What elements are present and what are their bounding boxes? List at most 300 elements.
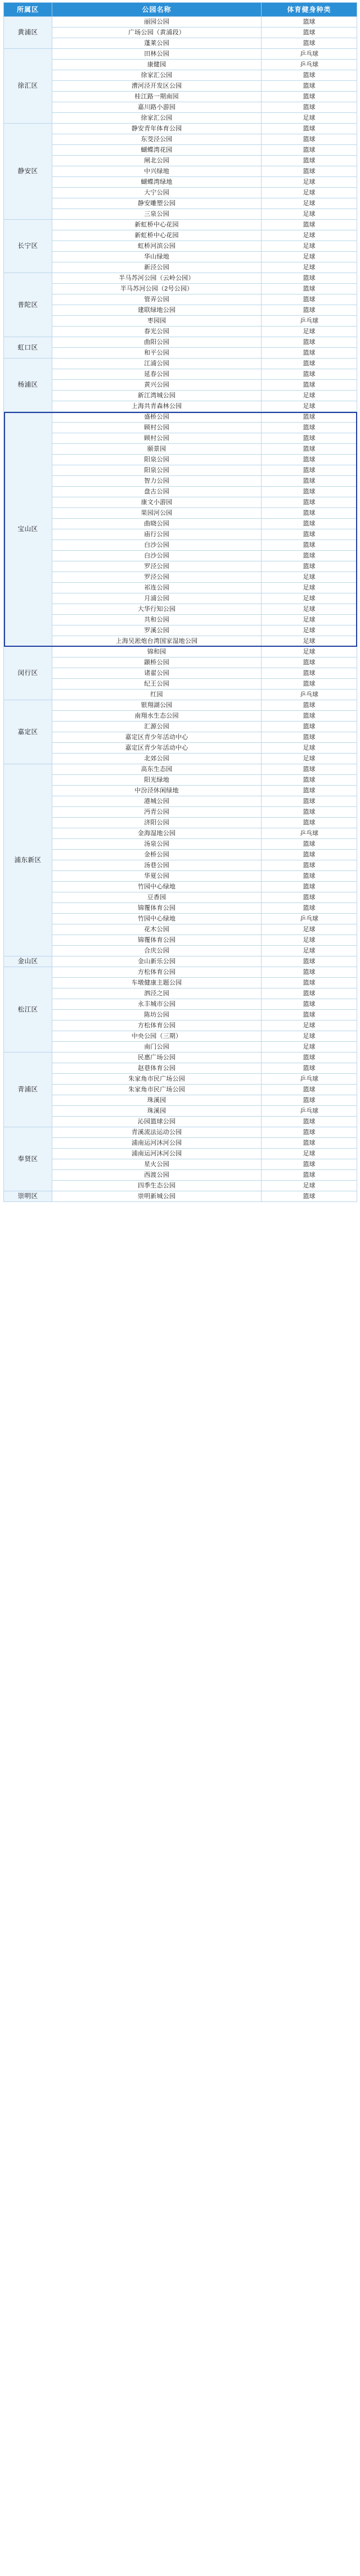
table-row xyxy=(4,828,357,839)
sport-type-cell: 篮球 xyxy=(262,294,357,305)
table-row xyxy=(4,241,357,252)
park-name-cell: 华夏公园 xyxy=(52,871,262,882)
sport-type-cell: 足球 xyxy=(262,1149,357,1159)
table-row xyxy=(4,647,357,657)
park-name-cell: 管弄公园 xyxy=(52,294,262,305)
table-row xyxy=(4,70,357,81)
sport-type-cell: 篮球 xyxy=(262,1138,357,1149)
table-row xyxy=(4,796,357,807)
sport-type-cell: 篮球 xyxy=(262,871,357,882)
sport-type-cell: 足球 xyxy=(262,209,357,220)
district-cell: 静安区 xyxy=(4,124,52,220)
table-row xyxy=(4,60,357,70)
table-row xyxy=(4,988,357,999)
park-name-cell: 白沙公园 xyxy=(52,551,262,561)
sport-type-cell: 篮球 xyxy=(262,775,357,786)
park-name-cell: 赵巷体育公园 xyxy=(52,1063,262,1074)
table-row xyxy=(4,465,357,476)
sport-type-cell: 篮球 xyxy=(262,369,357,380)
table-row xyxy=(4,102,357,113)
table-row xyxy=(4,775,357,786)
sport-type-cell: 篮球 xyxy=(262,444,357,455)
sport-type-cell: 篮球 xyxy=(262,657,357,668)
park-name-cell: 静安雕塑公园 xyxy=(52,198,262,209)
park-name-cell: 锦和园 xyxy=(52,647,262,657)
sport-type-cell: 足球 xyxy=(262,326,357,337)
sport-type-cell: 篮球 xyxy=(262,134,357,145)
table-body xyxy=(4,17,357,1202)
district-cell: 浦东新区 xyxy=(4,764,52,956)
park-name-cell: 朱家角市民广场公园 xyxy=(52,1074,262,1085)
park-name-cell: 陈坊公园 xyxy=(52,1010,262,1021)
park-name-cell: 红园 xyxy=(52,690,262,700)
park-name-cell: 汤泉公园 xyxy=(52,839,262,850)
sport-type-cell: 足球 xyxy=(262,572,357,583)
sport-type-cell: 篮球 xyxy=(262,359,357,369)
sport-type-cell: 篮球 xyxy=(262,305,357,316)
sport-type-cell: 篮球 xyxy=(262,28,357,38)
sport-type-cell: 篮球 xyxy=(262,764,357,775)
sport-type-cell: 足球 xyxy=(262,935,357,946)
sport-type-cell: 篮球 xyxy=(262,807,357,818)
table-row xyxy=(4,1127,357,1138)
table-row xyxy=(4,230,357,241)
park-name-cell: 康文小游园 xyxy=(52,497,262,508)
sport-type-cell: 足球 xyxy=(262,188,357,198)
park-name-cell: 豆香园 xyxy=(52,892,262,903)
sport-type-cell: 篮球 xyxy=(262,156,357,166)
park-name-cell: 大华行知公园 xyxy=(52,604,262,615)
table-row xyxy=(4,326,357,337)
park-name-cell: 泗泾之园 xyxy=(52,988,262,999)
sport-type-cell: 篮球 xyxy=(262,882,357,892)
park-name-cell: 枣园园 xyxy=(52,316,262,326)
table-row xyxy=(4,754,357,764)
park-name-cell: 济阳公园 xyxy=(52,818,262,828)
table-row xyxy=(4,850,357,860)
sport-type-cell: 篮球 xyxy=(262,722,357,732)
sport-type-cell: 篮球 xyxy=(262,850,357,860)
park-name-cell: 虹桥河滨公园 xyxy=(52,241,262,252)
sport-type-cell: 篮球 xyxy=(262,38,357,49)
table-row xyxy=(4,391,357,401)
park-name-cell: 颛桥公园 xyxy=(52,657,262,668)
sport-type-cell: 篮球 xyxy=(262,956,357,967)
park-name-cell: 罗泾公园 xyxy=(52,561,262,572)
table-header xyxy=(4,3,357,17)
park-name-cell: 上海吴淞炮台湾国家湿地公园 xyxy=(52,636,262,647)
park-name-cell: 诸翟公园 xyxy=(52,668,262,679)
park-name-cell: 方松体育公园 xyxy=(52,1021,262,1031)
sport-type-cell: 篮球 xyxy=(262,81,357,92)
sport-type-cell: 乒乓球 xyxy=(262,914,357,924)
table-row xyxy=(4,316,357,326)
sport-type-cell: 足球 xyxy=(262,1021,357,1031)
park-name-cell: 曲晓公园 xyxy=(52,519,262,529)
park-name-cell: 港城公园 xyxy=(52,796,262,807)
table-row xyxy=(4,17,357,28)
table-row xyxy=(4,156,357,166)
park-name-cell: 建联绿地公园 xyxy=(52,305,262,316)
sport-type-cell: 篮球 xyxy=(262,999,357,1010)
park-name-cell: 共和公园 xyxy=(52,615,262,625)
table-row xyxy=(4,412,357,423)
column-header-park-name: 公园名称 xyxy=(52,3,262,17)
sport-type-cell: 篮球 xyxy=(262,540,357,551)
park-name-cell: 蝴蝶湾花园 xyxy=(52,145,262,156)
park-name-cell: 和平公园 xyxy=(52,348,262,359)
district-cell: 松江区 xyxy=(4,967,52,1053)
park-name-cell: 南翔水生态公园 xyxy=(52,711,262,722)
sport-type-cell: 足球 xyxy=(262,198,357,209)
park-name-cell: 顾村公园 xyxy=(52,433,262,444)
table-row xyxy=(4,1031,357,1042)
district-cell: 宝山区 xyxy=(4,412,52,647)
sport-type-cell: 篮球 xyxy=(262,1010,357,1021)
sport-type-cell: 足球 xyxy=(262,241,357,252)
park-name-cell: 方松体育公园 xyxy=(52,967,262,978)
sport-type-cell: 乒乓球 xyxy=(262,49,357,60)
sport-type-cell: 足球 xyxy=(262,583,357,593)
park-name-cell: 高东生态园 xyxy=(52,764,262,775)
district-cell: 徐汇区 xyxy=(4,49,52,124)
sport-type-cell: 篮球 xyxy=(262,380,357,391)
district-cell: 普陀区 xyxy=(4,273,52,337)
park-name-cell: 罗泾公园 xyxy=(52,572,262,583)
park-name-cell: 延春公园 xyxy=(52,369,262,380)
sport-type-cell: 篮球 xyxy=(262,497,357,508)
park-name-cell: 嘉定区青少年活动中心 xyxy=(52,743,262,754)
park-name-cell: 花木公园 xyxy=(52,924,262,935)
table-row xyxy=(4,561,357,572)
table-row xyxy=(4,1053,357,1063)
table-row xyxy=(4,28,357,38)
table-row xyxy=(4,839,357,850)
sport-type-cell: 篮球 xyxy=(262,273,357,284)
park-name-cell: 盛桥公园 xyxy=(52,412,262,423)
table-row xyxy=(4,978,357,988)
table-row xyxy=(4,700,357,711)
sport-type-cell: 足球 xyxy=(262,615,357,625)
park-name-cell: 锦覆体育公园 xyxy=(52,935,262,946)
table-row xyxy=(4,380,357,391)
sport-type-cell: 篮球 xyxy=(262,433,357,444)
table-row xyxy=(4,882,357,892)
sport-type-cell: 篮球 xyxy=(262,903,357,914)
table-row xyxy=(4,1170,357,1181)
sport-type-cell: 篮球 xyxy=(262,796,357,807)
district-cell: 青浦区 xyxy=(4,1053,52,1127)
sport-type-cell: 篮球 xyxy=(262,892,357,903)
table-row xyxy=(4,551,357,561)
table-row xyxy=(4,657,357,668)
district-cell: 金山区 xyxy=(4,956,52,967)
sport-type-cell: 乒乓球 xyxy=(262,690,357,700)
sport-type-cell: 乒乓球 xyxy=(262,828,357,839)
park-name-cell: 田林公园 xyxy=(52,49,262,60)
park-name-cell: 永丰城市公园 xyxy=(52,999,262,1010)
park-name-cell: 金海湿地公园 xyxy=(52,828,262,839)
park-name-cell: 中兴绿地 xyxy=(52,166,262,177)
park-name-cell: 蝴蝶湾绿地 xyxy=(52,177,262,188)
table-row xyxy=(4,1159,357,1170)
table-row xyxy=(4,903,357,914)
sport-type-cell: 篮球 xyxy=(262,1085,357,1095)
park-name-cell: 浦南运河沐河公园 xyxy=(52,1149,262,1159)
table-row xyxy=(4,305,357,316)
park-name-cell: 盘古公园 xyxy=(52,487,262,497)
park-name-cell: 阳泉公园 xyxy=(52,465,262,476)
table-row xyxy=(4,273,357,284)
park-name-cell: 月浦公园 xyxy=(52,593,262,604)
table-row xyxy=(4,1095,357,1106)
park-name-cell: 嘉定区青少年活动中心 xyxy=(52,732,262,743)
district-cell: 虹口区 xyxy=(4,337,52,359)
park-name-cell: 上海共青森林公园 xyxy=(52,401,262,412)
sport-type-cell: 篮球 xyxy=(262,561,357,572)
park-name-cell: 半马苏河公园（云岭公园） xyxy=(52,273,262,284)
district-cell: 嘉定区 xyxy=(4,700,52,764)
park-name-cell: 崇明新城公园 xyxy=(52,1191,262,1202)
park-name-cell: 白沙公园 xyxy=(52,540,262,551)
park-name-cell: 罗溪公园 xyxy=(52,625,262,636)
sport-type-cell: 篮球 xyxy=(262,978,357,988)
table-row xyxy=(4,455,357,465)
sport-type-cell: 篮球 xyxy=(262,145,357,156)
sport-type-cell: 篮球 xyxy=(262,967,357,978)
sport-type-cell: 篮球 xyxy=(262,1159,357,1170)
sport-type-cell: 篮球 xyxy=(262,1117,357,1127)
sport-type-cell: 足球 xyxy=(262,391,357,401)
table-row xyxy=(4,1149,357,1159)
table-row xyxy=(4,679,357,690)
sport-type-cell: 篮球 xyxy=(262,551,357,561)
table-row xyxy=(4,572,357,583)
table-header-row xyxy=(4,3,357,17)
table-row xyxy=(4,807,357,818)
park-name-cell: 祁连公园 xyxy=(52,583,262,593)
park-name-cell: 徐家汇公园 xyxy=(52,70,262,81)
sport-type-cell: 篮球 xyxy=(262,337,357,348)
sport-type-cell: 篮球 xyxy=(262,1063,357,1074)
sport-type-cell: 篮球 xyxy=(262,1095,357,1106)
table-row xyxy=(4,1042,357,1053)
park-name-cell: 嘉川路小游园 xyxy=(52,102,262,113)
park-name-cell: 珠溪园 xyxy=(52,1095,262,1106)
table-row xyxy=(4,519,357,529)
table-row xyxy=(4,487,357,497)
park-name-cell: 徐家汇公园 xyxy=(52,113,262,124)
sport-type-cell: 足球 xyxy=(262,1181,357,1191)
table-row xyxy=(4,294,357,305)
park-name-cell: 中央公园（三期） xyxy=(52,1031,262,1042)
park-name-cell: 丽园公园 xyxy=(52,17,262,28)
sport-type-cell: 篮球 xyxy=(262,92,357,102)
sport-type-cell: 篮球 xyxy=(262,124,357,134)
park-name-cell: 阳光绿地 xyxy=(52,775,262,786)
table-row xyxy=(4,529,357,540)
table-row xyxy=(4,914,357,924)
table-row xyxy=(4,743,357,754)
table-row xyxy=(4,615,357,625)
table-row xyxy=(4,593,357,604)
table-row xyxy=(4,711,357,722)
table-row xyxy=(4,636,357,647)
park-name-cell: 中汾泾休闲绿地 xyxy=(52,786,262,796)
park-sports-table xyxy=(3,2,357,1202)
sport-type-cell: 足球 xyxy=(262,636,357,647)
sport-type-cell: 足球 xyxy=(262,625,357,636)
sport-type-cell: 篮球 xyxy=(262,988,357,999)
sport-type-cell: 足球 xyxy=(262,754,357,764)
table-row xyxy=(4,946,357,956)
park-name-cell: 星火公园 xyxy=(52,1159,262,1170)
sport-type-cell: 足球 xyxy=(262,946,357,956)
table-row xyxy=(4,924,357,935)
district-cell: 崇明区 xyxy=(4,1191,52,1202)
table-row xyxy=(4,1010,357,1021)
park-name-cell: 竹园中心绿地 xyxy=(52,914,262,924)
district-cell: 奉贤区 xyxy=(4,1127,52,1191)
table-row xyxy=(4,113,357,124)
table-row xyxy=(4,540,357,551)
park-name-cell: 竹园中心绿地 xyxy=(52,882,262,892)
park-name-cell: 沁园篮球公园 xyxy=(52,1117,262,1127)
sport-type-cell: 篮球 xyxy=(262,508,357,519)
table-row xyxy=(4,583,357,593)
sport-type-cell: 乒乓球 xyxy=(262,1106,357,1117)
sport-type-cell: 足球 xyxy=(262,743,357,754)
park-name-cell: 康健园 xyxy=(52,60,262,70)
park-name-cell: 珠溪园 xyxy=(52,1106,262,1117)
sport-type-cell: 篮球 xyxy=(262,166,357,177)
park-name-cell: 华山绿地 xyxy=(52,252,262,262)
park-name-cell: 车墩健康主题公园 xyxy=(52,978,262,988)
park-sports-table-container xyxy=(0,0,360,1205)
sport-type-cell: 篮球 xyxy=(262,1191,357,1202)
park-name-cell: 三泉公园 xyxy=(52,209,262,220)
table-row xyxy=(4,860,357,871)
sport-type-cell: 篮球 xyxy=(262,700,357,711)
table-row xyxy=(4,284,357,294)
table-row xyxy=(4,935,357,946)
table-row xyxy=(4,967,357,978)
sport-type-cell: 足球 xyxy=(262,177,357,188)
sport-type-cell: 足球 xyxy=(262,1031,357,1042)
park-name-cell: 纪王公园 xyxy=(52,679,262,690)
park-name-cell: 汤巷公园 xyxy=(52,860,262,871)
park-name-cell: 锦覆体育公园 xyxy=(52,903,262,914)
sport-type-cell: 篮球 xyxy=(262,732,357,743)
park-name-cell: 民惠广场公园 xyxy=(52,1053,262,1063)
sport-type-cell: 篮球 xyxy=(262,487,357,497)
sport-type-cell: 篮球 xyxy=(262,412,357,423)
park-name-cell: 桂江路一期南园 xyxy=(52,92,262,102)
park-name-cell: 庙行公园 xyxy=(52,529,262,540)
sport-type-cell: 篮球 xyxy=(262,818,357,828)
sport-type-cell: 篮球 xyxy=(262,860,357,871)
park-name-cell: 半马苏河公园（2号公园） xyxy=(52,284,262,294)
table-row xyxy=(4,209,357,220)
table-row xyxy=(4,423,357,433)
table-row xyxy=(4,1117,357,1127)
sport-type-cell: 足球 xyxy=(262,647,357,657)
sport-type-cell: 篮球 xyxy=(262,455,357,465)
district-cell: 长宁区 xyxy=(4,220,52,273)
table-row xyxy=(4,508,357,519)
table-row xyxy=(4,433,357,444)
sport-type-cell: 乒乓球 xyxy=(262,316,357,326)
park-name-cell: 浦南运河沐河公园 xyxy=(52,1138,262,1149)
sport-type-cell: 篮球 xyxy=(262,220,357,230)
park-name-cell: 静安青年体育公园 xyxy=(52,124,262,134)
sport-type-cell: 篮球 xyxy=(262,70,357,81)
park-name-cell: 黄兴公园 xyxy=(52,380,262,391)
sport-type-cell: 篮球 xyxy=(262,1053,357,1063)
park-name-cell: 智力公园 xyxy=(52,476,262,487)
table-row xyxy=(4,262,357,273)
table-row xyxy=(4,166,357,177)
sport-type-cell: 篮球 xyxy=(262,711,357,722)
sport-type-cell: 足球 xyxy=(262,1042,357,1053)
table-row xyxy=(4,92,357,102)
table-row xyxy=(4,668,357,679)
park-name-cell: 朱家角市民广场公园 xyxy=(52,1085,262,1095)
sport-type-cell: 足球 xyxy=(262,262,357,273)
park-name-cell: 南门公园 xyxy=(52,1042,262,1053)
park-name-cell: 金山新乐公园 xyxy=(52,956,262,967)
table-row xyxy=(4,1138,357,1149)
park-name-cell: 广场公园（黄浦段） xyxy=(52,28,262,38)
park-name-cell: 颐景园 xyxy=(52,444,262,455)
park-name-cell: 沔青公园 xyxy=(52,807,262,818)
park-name-cell: 蓬莱公园 xyxy=(52,38,262,49)
district-cell: 杨浦区 xyxy=(4,359,52,412)
park-name-cell: 新虹桥中心花园 xyxy=(52,220,262,230)
sport-type-cell: 篮球 xyxy=(262,1127,357,1138)
table-row xyxy=(4,764,357,775)
table-row xyxy=(4,444,357,455)
table-row xyxy=(4,732,357,743)
column-header-sport-type: 体育健身种类 xyxy=(262,3,357,17)
sport-type-cell: 足球 xyxy=(262,604,357,615)
park-name-cell: 江浦公园 xyxy=(52,359,262,369)
sport-type-cell: 篮球 xyxy=(262,529,357,540)
sport-type-cell: 篮球 xyxy=(262,465,357,476)
park-name-cell: 阳泉公园 xyxy=(52,455,262,465)
table-row xyxy=(4,604,357,615)
park-name-cell: 银翔湖公园 xyxy=(52,700,262,711)
park-name-cell: 东茭泾公园 xyxy=(52,134,262,145)
sport-type-cell: 足球 xyxy=(262,113,357,124)
table-row xyxy=(4,1106,357,1117)
sport-type-cell: 足球 xyxy=(262,252,357,262)
table-row xyxy=(4,892,357,903)
sport-type-cell: 乒乓球 xyxy=(262,60,357,70)
table-row xyxy=(4,1074,357,1085)
table-row xyxy=(4,999,357,1010)
sport-type-cell: 篮球 xyxy=(262,519,357,529)
sport-type-cell: 足球 xyxy=(262,230,357,241)
park-name-cell: 合庆公园 xyxy=(52,946,262,956)
sport-type-cell: 篮球 xyxy=(262,839,357,850)
sport-type-cell: 篮球 xyxy=(262,102,357,113)
park-name-cell: 西渡公园 xyxy=(52,1170,262,1181)
sport-type-cell: 篮球 xyxy=(262,786,357,796)
district-cell: 闵行区 xyxy=(4,647,52,700)
table-row xyxy=(4,818,357,828)
sport-type-cell: 篮球 xyxy=(262,679,357,690)
